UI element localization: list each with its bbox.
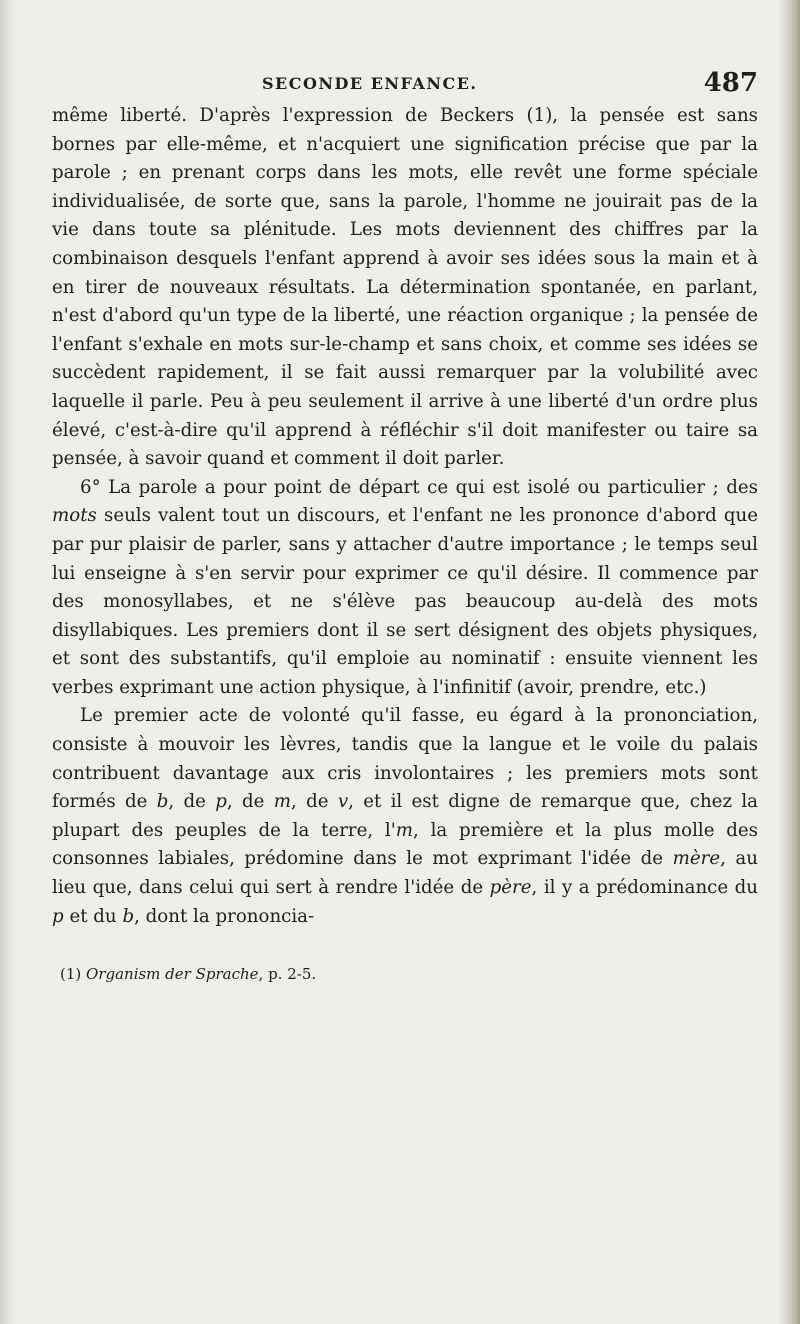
- paragraph: [52, 702, 758, 931]
- paragraph: [52, 474, 758, 703]
- italic-text-run: père: [489, 877, 532, 899]
- italic-text-run: b: [156, 791, 169, 813]
- text-run: seuls valent tout un discours, et l'enfant ne les prononce d'abord que par pur plaisir de parler, sans y attacher d'autre importance ; le temps seul lui enseigne à s'en servir pour exprimer ce qu'il désire. Il commence par des monosyllabes, et ne s'élève pas beaucoup au-delà des mots disyllabiques. Les premiers dont il se sert désignent des objets physiques, et sont des substantifs, qu'il emploie au nominatif : ensuite viennent les verbes exprimant une action physique, à l'infinitif (avoir, prendre, etc.): [52, 505, 758, 698]
- italic-text-run: mots: [52, 505, 97, 527]
- italic-text-run: p: [52, 905, 64, 927]
- page-gutter-right: [778, 0, 800, 1324]
- text-run: , dont la prononcia-: [134, 905, 315, 927]
- text-run: Le premier acte de volonté qu'il fasse, eu égard à la prononciation, consiste à mouvoir les lèvres, tandis que la langue et le voile du palais contribuent davantage aux cris involontaires ; les premiers mots sont formés de: [52, 705, 758, 813]
- footnote: [52, 963, 758, 985]
- text-run: , au lieu que, dans celui qui sert à rendre l'idée de: [52, 848, 758, 899]
- text-run: et du: [63, 905, 123, 927]
- page-number: 487: [703, 68, 758, 98]
- italic-text-run: Organism der Sprache: [86, 965, 259, 984]
- text-run: , de: [226, 791, 274, 813]
- text-run: , la première et la plus molle des consonnes labiales, prédomine dans le mot exprimant l'idée de: [52, 819, 758, 870]
- text-run: , de: [290, 791, 338, 813]
- italic-text-run: m: [273, 791, 291, 813]
- running-title: SECONDE ENFANCE.: [262, 74, 478, 93]
- body-text: [52, 102, 758, 931]
- italic-text-run: b: [122, 905, 135, 927]
- book-page: [52, 68, 758, 1298]
- text-run: , et il est digne de remarque que, chez la plupart des peuples de la terre, l': [52, 791, 759, 841]
- italic-text-run: m: [395, 819, 414, 841]
- text-run: , de: [168, 791, 216, 813]
- italic-text-run: v: [337, 791, 349, 813]
- paragraph: [52, 102, 758, 474]
- text-run: , p. 2-5.: [258, 965, 317, 984]
- page-gutter-left: [0, 0, 14, 1324]
- italic-text-run: p: [215, 791, 227, 813]
- italic-text-run: mère: [672, 848, 721, 870]
- text-run: 6° La parole a pour point de départ ce qui est isolé ou particulier ; des: [80, 476, 758, 498]
- text-run: (1): [60, 965, 87, 984]
- running-head: [52, 68, 758, 102]
- text-run: , il y a prédominance du: [531, 877, 758, 899]
- footnote-separator: [52, 931, 758, 963]
- text-run: même liberté. D'après l'expression de Beckers (1), la pensée est sans bornes par elle-même, et n'acquiert une signification précise que par la parole ; en prenant corps dans les mots, elle revêt une forme spéciale individualisée, de sorte que, sans la parole, l'homme ne jouirait pas de la vie dans toute sa plénitude. Les mots deviennent des chiffres par la combinaison desquels l'enfant apprend à avoir ses idées sous la main et à en tirer de nouveaux résultats. La détermination spontanée, en parlant, n'est d'abord qu'un type de la liberté, une réaction organique ; la pensée de l'enfant s'exhale en mots sur-le-champ et sans choix, et comme ses idées se succèdent rapidement, il se fait aussi remarquer par la volubilité avec laquelle il parle. Peu à peu seulement il arrive à une liberté d'un ordre plus élevé, c'est-à-dire qu'il apprend à réfléchir s'il doit manifester ou taire sa pensée, à savoir quand et comment il doit parler.: [52, 105, 758, 470]
